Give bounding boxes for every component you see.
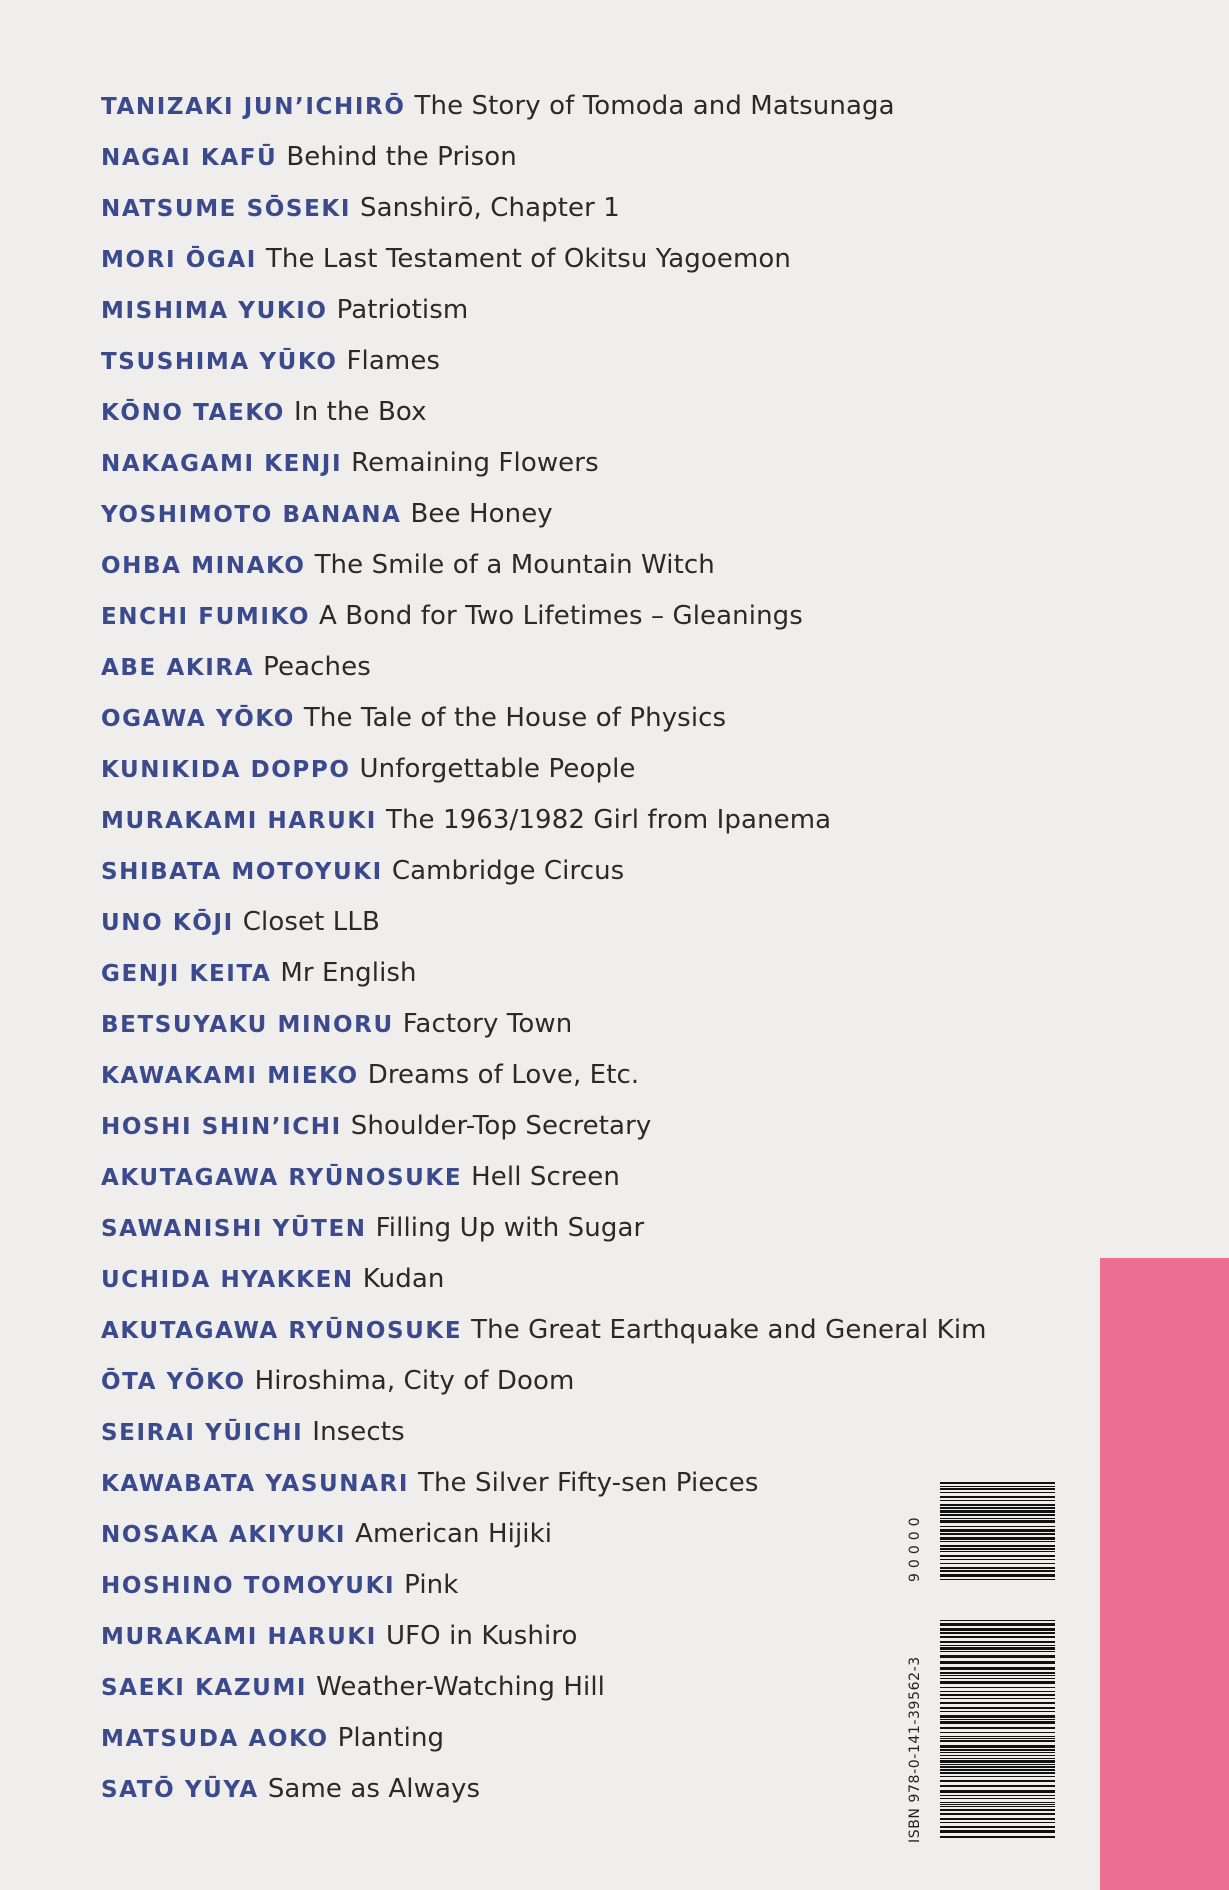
contents-entry [101, 745, 987, 796]
author-name: OHBA MINAKO [101, 553, 306, 579]
story-title: Filling Up with Sugar [375, 1213, 645, 1243]
story-title: Flames [346, 346, 441, 376]
story-title: Bee Honey [410, 499, 553, 529]
author-name: MORI ŌGAI [101, 247, 257, 273]
contents-entry [101, 949, 987, 1000]
contents-entry [101, 1765, 987, 1816]
contents-list [101, 82, 987, 1816]
contents-entry [101, 1306, 987, 1357]
contents-entry [101, 1153, 987, 1204]
contents-entry [101, 1255, 987, 1306]
author-name: MURAKAMI HARUKI [101, 1624, 377, 1650]
contents-entry [101, 847, 987, 898]
story-title: Mr English [280, 958, 417, 988]
isbn-label: ISBN 978-0-141-39562-3 [907, 1656, 923, 1843]
story-title: The Great Earthquake and General Kim [471, 1315, 987, 1345]
author-name: SHIBATA MOTOYUKI [101, 859, 383, 885]
contents-entry [101, 286, 987, 337]
author-name: HOSHINO TOMOYUKI [101, 1573, 396, 1599]
author-name: BETSUYAKU MINORU [101, 1012, 394, 1038]
author-name: UNO KŌJI [101, 910, 234, 936]
contents-entry [101, 643, 987, 694]
contents-entry [101, 1510, 987, 1561]
author-name: NAKAGAMI KENJI [101, 451, 343, 477]
contents-entry [101, 898, 987, 949]
author-name: SEIRAI YŪICHI [101, 1420, 304, 1446]
author-name: TSUSHIMA YŪKO [101, 349, 338, 375]
contents-entry [101, 82, 987, 133]
author-name: NATSUME SŌSEKI [101, 196, 351, 222]
contents-entry [101, 1663, 987, 1714]
contents-entry [101, 1102, 987, 1153]
author-name: TANIZAKI JUN’ICHIRŌ [101, 94, 406, 120]
author-name: ABE AKIRA [101, 655, 255, 681]
story-title: In the Box [293, 397, 427, 427]
contents-entry [101, 388, 987, 439]
contents-entry [101, 1612, 987, 1663]
author-name: UCHIDA HYAKKEN [101, 1267, 354, 1293]
story-title: The Silver Fifty-sen Pieces [418, 1468, 759, 1498]
author-name: KUNIKIDA DOPPO [101, 757, 351, 783]
story-title: Factory Town [402, 1009, 573, 1039]
story-title: Sanshirō, Chapter 1 [359, 193, 620, 223]
contents-entry [101, 1459, 987, 1510]
author-name: NAGAI KAFŪ [101, 145, 278, 171]
contents-entry [101, 541, 987, 592]
author-name: SAEKI KAZUMI [101, 1675, 308, 1701]
price-code-label: 90000 [907, 1512, 923, 1582]
contents-entry [101, 1561, 987, 1612]
story-title: The Tale of the House of Physics [303, 703, 727, 733]
author-name: MATSUDA AOKO [101, 1726, 329, 1752]
author-name: KŌNO TAEKO [101, 400, 285, 426]
author-name: KAWABATA YASUNARI [101, 1471, 409, 1497]
story-title: Closet LLB [242, 907, 380, 937]
story-title: A Bond for Two Lifetimes – Gleanings [319, 601, 803, 631]
author-name: ENCHI FUMIKO [101, 604, 311, 630]
contents-entry [101, 1204, 987, 1255]
story-title: Dreams of Love, Etc. [367, 1060, 640, 1090]
story-title: The Last Testament of Okitsu Yagoemon [265, 244, 791, 274]
author-name: AKUTAGAWA RYŪNOSUKE [101, 1165, 463, 1191]
author-name: MURAKAMI HARUKI [101, 808, 377, 834]
story-title: Kudan [362, 1264, 445, 1294]
author-name: SAWANISHI YŪTEN [101, 1216, 367, 1242]
story-title: Planting [337, 1723, 445, 1753]
author-name: YOSHIMOTO BANANA [101, 502, 402, 528]
contents-entry [101, 1408, 987, 1459]
story-title: Pink [404, 1570, 459, 1600]
story-title: Insects [312, 1417, 405, 1447]
isbn-barcode [940, 1482, 1055, 1842]
story-title: UFO in Kushiro [385, 1621, 578, 1651]
author-name: OGAWA YŌKO [101, 706, 295, 732]
contents-entry [101, 1000, 987, 1051]
contents-entry [101, 337, 987, 388]
story-title: American Hijiki [355, 1519, 553, 1549]
story-title: Unforgettable People [359, 754, 636, 784]
contents-entry [101, 184, 987, 235]
contents-entry [101, 439, 987, 490]
story-title: Same as Always [267, 1774, 481, 1804]
contents-entry [101, 235, 987, 286]
contents-entry [101, 1051, 987, 1102]
author-name: AKUTAGAWA RYŪNOSUKE [101, 1318, 463, 1344]
story-title: Patriotism [336, 295, 469, 325]
story-title: Hell Screen [471, 1162, 620, 1192]
author-name: NOSAKA AKIYUKI [101, 1522, 347, 1548]
contents-entry [101, 592, 987, 643]
contents-entry [101, 133, 987, 184]
contents-entry [101, 490, 987, 541]
author-name: ŌTA YŌKO [101, 1369, 246, 1395]
story-title: Weather-Watching Hill [316, 1672, 605, 1702]
contents-entry [101, 1714, 987, 1765]
pink-accent-band [1100, 1258, 1229, 1890]
story-title: Hiroshima, City of Doom [254, 1366, 575, 1396]
story-title: Remaining Flowers [351, 448, 599, 478]
story-title: Cambridge Circus [391, 856, 625, 886]
author-name: SATŌ YŪYA [101, 1777, 259, 1803]
story-title: Peaches [263, 652, 371, 682]
story-title: The 1963/1982 Girl from Ipanema [385, 805, 832, 835]
contents-entry [101, 1357, 987, 1408]
author-name: HOSHI SHIN’ICHI [101, 1114, 342, 1140]
contents-entry [101, 694, 987, 745]
barcode-bars [940, 1482, 1055, 1842]
story-title: Behind the Prison [286, 142, 517, 172]
story-title: The Smile of a Mountain Witch [314, 550, 715, 580]
story-title: Shoulder-Top Secretary [350, 1111, 652, 1141]
author-name: MISHIMA YUKIO [101, 298, 328, 324]
author-name: GENJI KEITA [101, 961, 272, 987]
story-title: The Story of Tomoda and Matsunaga [414, 91, 895, 121]
contents-entry [101, 796, 987, 847]
author-name: KAWAKAMI MIEKO [101, 1063, 359, 1089]
